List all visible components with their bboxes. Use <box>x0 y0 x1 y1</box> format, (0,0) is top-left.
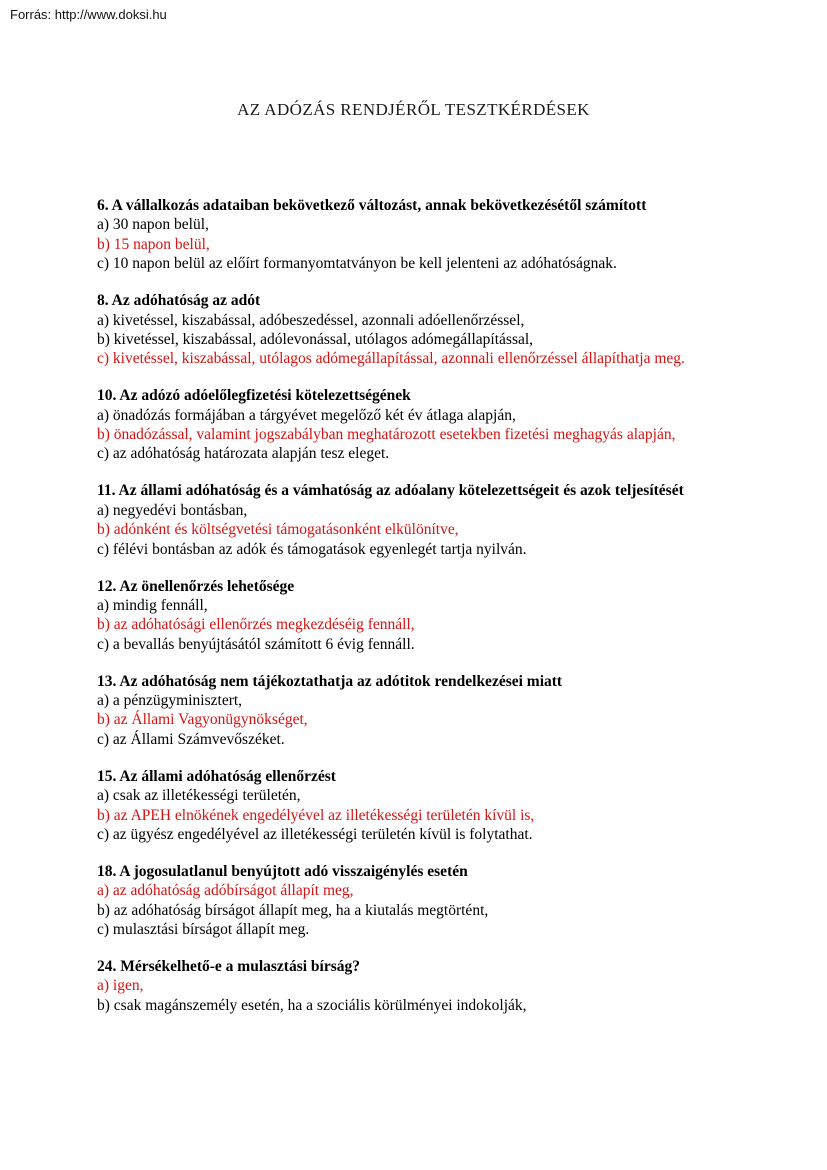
answers <box>97 881 731 939</box>
answer-line: a) kivetéssel, kiszabással, adóbeszedéssel, azonnali adóellenőrzéssel, <box>97 311 525 329</box>
answer-line: c) félévi bontásban az adók és támogatások egyenlegét tartja nyilván. <box>97 540 527 558</box>
answer-line: c) mulasztási bírságot állapít meg. <box>97 921 310 939</box>
question-block <box>97 862 731 940</box>
answer-line: a) csak az illetékességi területén, <box>97 787 301 805</box>
answer-line-highlighted: b) az Állami Vagyonügynökséget, <box>97 711 308 729</box>
question-heading: 15. Az állami adóhatóság ellenőrzést <box>97 767 336 785</box>
answer-line: c) 10 napon belül az előírt formanyomtatványon be kell jelenteni az adóhatóságnak. <box>97 255 617 273</box>
question-block <box>97 291 731 369</box>
question-heading: 24. Mérsékelhető-e a mulasztási bírság? <box>97 958 361 975</box>
answer-line: a) negyedévi bontásban, <box>97 501 248 519</box>
question-block <box>97 196 731 274</box>
answer-line-highlighted: b) 15 napon belül, <box>97 235 210 253</box>
answer-line-highlighted: a) az adóhatóság adóbírságot állapít meg, <box>97 882 354 900</box>
answer-line: c) a bevallás benyújtásától számított 6 évig fennáll. <box>97 635 415 653</box>
answer-line: b) kivetéssel, kiszabással, adólevonással, utólagos adómegállapítással, <box>97 330 534 348</box>
answer-line: c) az Állami Számvevőszéket. <box>97 730 285 748</box>
answers <box>97 501 731 559</box>
question-block <box>97 957 731 1015</box>
answer-line-highlighted: b) önadózással, valamint jogszabályban meghatározott esetekben fizetési meghagyás alapján, <box>97 426 676 444</box>
answer-line: a) a pénzügyminisztert, <box>97 692 243 710</box>
answer-line-highlighted: c) kivetéssel, kiszabással, utólagos adómegállapítással, azonnali ellenőrzéssel állapíthatja meg. <box>97 350 685 368</box>
answer-line-highlighted: a) igen, <box>97 977 144 995</box>
answer-line-highlighted: b) az adóhatósági ellenőrzés megkezdéséig fennáll, <box>97 616 415 634</box>
answers <box>97 976 731 1015</box>
question-heading: 13. Az adóhatóság nem tájékoztathatja az adótitok rendelkezései miatt <box>97 672 563 690</box>
answers <box>97 215 731 273</box>
answer-line: c) az ügyész engedélyével az illetékességi területén kívül is folytathat. <box>97 825 533 843</box>
answers <box>97 596 731 654</box>
question-heading: 11. Az állami adóhatóság és a vámhatóság az adóalany kötelezettségeit és azok teljesítését <box>97 482 684 500</box>
answers <box>97 406 731 464</box>
question-heading: 18. A jogosulatlanul benyújtott adó visszaigénylés esetén <box>97 862 468 880</box>
answer-line: c) az adóhatóság határozata alapján tesz eleget. <box>97 445 390 463</box>
answers <box>97 691 731 749</box>
answer-line: a) 30 napon belül, <box>97 216 209 234</box>
answer-line-highlighted: b) adónként és költségvetési támogatásonként elkülönítve, <box>97 521 459 539</box>
question-heading: 10. Az adózó adóelőlegfizetési kötelezettségének <box>97 387 411 405</box>
question-block <box>97 577 731 655</box>
question-block <box>97 481 731 559</box>
questions-container <box>97 196 731 1033</box>
question-heading: 8. Az adóhatóság az adót <box>97 292 261 310</box>
answer-line-highlighted: b) az APEH elnökének engedélyével az illetékességi területén kívül is, <box>97 806 535 824</box>
question-heading: 6. A vállalkozás adataiban bekövetkező változást, annak bekövetkezésétől számított <box>97 197 647 214</box>
answer-line: b) az adóhatóság bírságot állapít meg, ha a kiutalás megtörtént, <box>97 901 489 919</box>
question-block <box>97 386 731 464</box>
answer-line: a) önadózás formájában a tárgyévet megelőző két év átlaga alapján, <box>97 406 516 424</box>
source-url: Forrás: http://www.doksi.hu <box>10 7 167 22</box>
question-block <box>97 767 731 845</box>
question-block <box>97 672 731 750</box>
answers <box>97 786 731 844</box>
answer-line: a) mindig fennáll, <box>97 596 208 614</box>
answer-line: b) csak magánszemély esetén, ha a szociális körülményei indokolják, <box>97 996 527 1014</box>
answers <box>97 311 731 369</box>
question-heading: 12. Az önellenőrzés lehetősége <box>97 577 295 595</box>
page-title: AZ ADÓZÁS RENDJÉRŐL TESZTKÉRDÉSEK <box>237 100 590 119</box>
